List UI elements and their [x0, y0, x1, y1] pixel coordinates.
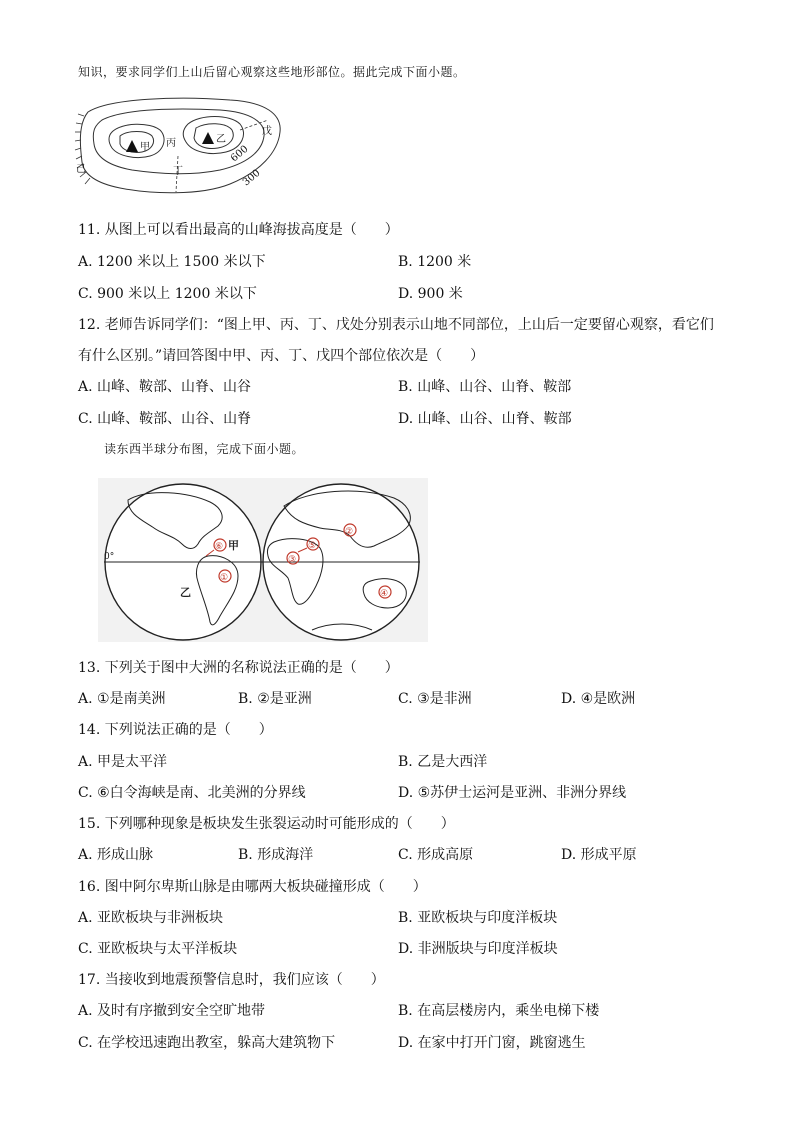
label-bing: 丙 [166, 138, 176, 149]
marker-label-2: ② [345, 527, 354, 537]
q17-option-c: C. 在学校迅速跑出教室，躲高大建筑物下 [78, 1035, 336, 1051]
q16-option-c: C. 亚欧板块与太平洋板块 [78, 941, 238, 957]
q16-stem: 16. 图中阿尔卑斯山脉是由哪两大板块碰撞形成（ ） [78, 879, 427, 895]
q15-stem: 15. 下列哪种现象是板块发生张裂运动时可能形成的（ ） [78, 816, 455, 832]
contour-line-600 [93, 109, 264, 174]
q14-option-b: B. 乙是大西洋 [398, 754, 488, 770]
intro-text: 知识，要求同学们上山后留心观察这些地形部位。据此完成下面小题。 [78, 65, 466, 79]
label-ding: 丁 [173, 166, 183, 177]
q15-option-a: A. 形成山脉 [78, 847, 154, 863]
q13-stem: 13. 下列关于图中大洲的名称说法正确的是（ ） [78, 660, 399, 676]
peak-jia-triangle [126, 140, 138, 152]
contour-ring-yi [183, 117, 243, 154]
q11-option-b: B. 1200 米 [398, 254, 472, 270]
hemispheres-map [98, 478, 428, 642]
contour-map [70, 92, 290, 202]
q16-option-a: A. 亚欧板块与非洲板块 [78, 910, 224, 926]
q11-option-a: A. 1200 米以上 1500 米以下 [78, 254, 266, 270]
q16-option-b: B. 亚欧板块与印度洋板块 [398, 910, 558, 926]
marker-label-5: ⑤ [308, 541, 317, 551]
q12-option-c: C. 山峰、鞍部、山谷、山脊 [78, 411, 252, 427]
marker-label-1: ① [220, 573, 229, 583]
marker-label-4: ④ [380, 589, 389, 599]
equator-label: 0° [104, 552, 115, 562]
label-yi-ocean: 乙 [180, 586, 191, 599]
label-ji: 己 [76, 164, 86, 175]
q11-option-d: D. 900 米 [398, 286, 463, 302]
q14-option-c: C. ⑥白令海峡是南、北美洲的分界线 [78, 785, 306, 801]
label-600: 600 [228, 143, 251, 165]
q14-option-d: D. ⑤苏伊士运河是亚洲、非洲分界线 [398, 785, 627, 801]
q15-option-d: D. 形成平原 [561, 847, 637, 863]
q16-option-d: D. 非洲版块与印度洋板块 [398, 941, 558, 957]
q13-option-a: A. ①是南美洲 [78, 691, 166, 707]
label-300: 300 [240, 167, 263, 189]
label-wu: 戊 [262, 126, 272, 137]
q13-option-d: D. ④是欧洲 [561, 691, 636, 707]
q14-stem: 14. 下列说法正确的是（ ） [78, 722, 273, 738]
label-yi: 乙 [216, 134, 226, 145]
label-jia-ocean: 甲 [228, 539, 239, 552]
intro-text-2: 读东西半球分布图，完成下面小题。 [104, 442, 305, 456]
q12-option-b: B. 山峰、山谷、山脊、鞍部 [398, 379, 572, 395]
q17-stem: 17. 当接收到地震预警信息时，我们应该（ ） [78, 972, 385, 988]
q12-option-d: D. 山峰、山谷、山脊、鞍部 [398, 411, 572, 427]
q17-option-a: A. 及时有序撤到安全空旷地带 [78, 1003, 266, 1019]
q11-stem: 11. 从图上可以看出最高的山峰海拔高度是（ ） [78, 222, 399, 238]
contour-ring-yi-inner [194, 124, 233, 149]
q17-option-d: D. 在家中打开门窗，跳窗逃生 [398, 1035, 586, 1051]
q12-stem-line1: 12. 老师告诉同学们：“图上甲、丙、丁、戊处分别表示山地不同部位，上山后一定要留心观察，看它们 [78, 317, 714, 333]
q12-stem-line2: 有什么区别。”请回答图中甲、丙、丁、戊四个部位依次是（ ） [78, 348, 485, 364]
q11-option-c: C. 900 米以上 1200 米以下 [78, 286, 257, 302]
q15-option-c: C. 形成高原 [398, 847, 474, 863]
marker-label-6: ⑥ [215, 542, 224, 552]
q12-option-a: A. 山峰、鞍部、山脊、山谷 [78, 379, 252, 395]
q17-option-b: B. 在高层楼房内，乘坐电梯下楼 [398, 1003, 600, 1019]
q14-option-a: A. 甲是太平洋 [78, 754, 168, 770]
q15-option-b: B. 形成海洋 [238, 847, 314, 863]
label-jia: 甲 [140, 142, 150, 153]
peak-yi-triangle [202, 132, 214, 144]
q13-option-b: B. ②是亚洲 [238, 691, 312, 707]
q13-option-c: C. ③是非洲 [398, 691, 472, 707]
marker-label-3: ③ [288, 555, 297, 565]
